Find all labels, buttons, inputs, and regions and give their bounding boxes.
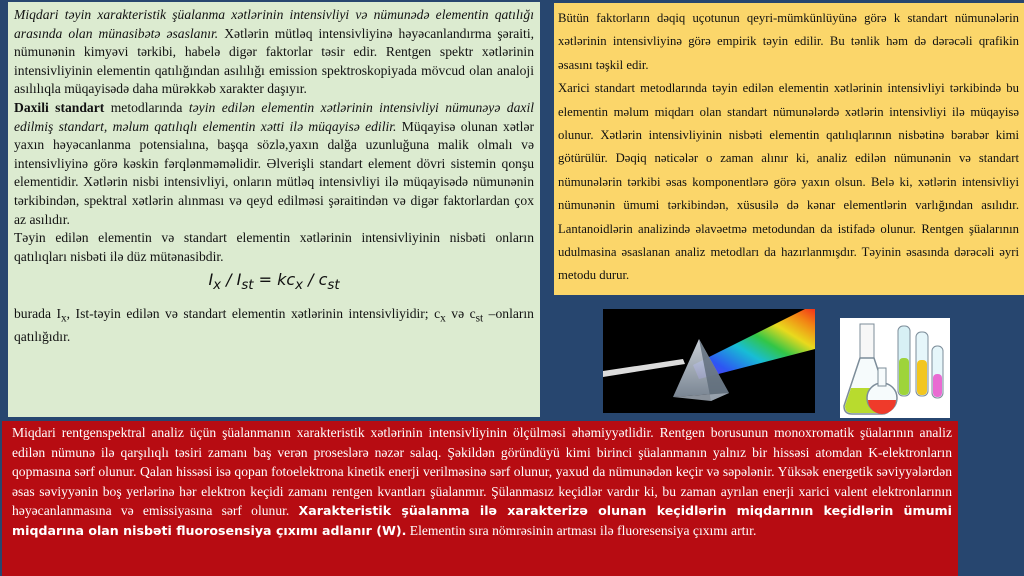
legend-b-sub: x — [440, 312, 446, 325]
formula-slash1: / — [221, 270, 237, 290]
legend-a: burada I — [14, 305, 61, 321]
left-text-panel — [8, 2, 540, 417]
internal-standard-italic: təyin edilən elementin xətlərinin intensivliyi nümunəyə daxil edilmiş standart, məlum qatılıqlı elementin xətti ilə müqayisə edilir. — [14, 99, 534, 134]
right-text-panel — [554, 3, 1024, 295]
formula-sub-st2: st — [327, 278, 340, 294]
fluorescence-yield-definition: Xarakteristik şüalanma ilə xarakterizə olunan keçidlərin miqdarının keçidlərin ümumi miqdarına olan nisbəti fluorosensiya çıxımı adlanır (W). — [12, 503, 952, 538]
legend-c-sub: st — [475, 312, 484, 325]
paragraph-ratio: Təyin edilən elementin və standart elementin xətlərinin intensivliyinin nisbəti onların qatılıqları nisbəti ilə düz mütənasibdir. — [14, 230, 534, 264]
paragraph-internal-standard — [14, 99, 534, 229]
internal-standard-term: Daxili standart — [14, 99, 105, 115]
intro-italic: Miqdari təyin xarakteristik şüalanma xətlərinin intensivliyi və nümunədə elementin qatılığı arasında olan münasibətə əsaslanır. — [14, 7, 534, 41]
paragraph-legend — [14, 305, 534, 347]
laboratory-glassware-image — [840, 318, 950, 418]
formula-sub-x1: x — [213, 278, 222, 294]
intro-text: Xətlərin mütləq intensivliyinə həyəcanlandırma şəraiti, nümunənin kimyəvi tərkibi, habelə digər faktorlar təsir edir. Rentgen spektr xətlərinin intensivliyinin elementin qatılığından asılılığı emission spektroskopiyada mövcud olan analoji asılılıqla müqayisədə daha mürəkkəb xarakter daşıyır. — [14, 25, 534, 97]
formula-slash2: / — [303, 270, 319, 290]
bottom-text-panel — [2, 421, 958, 576]
formula-equals: = — [253, 270, 278, 290]
formula-i1: I — [208, 270, 214, 290]
internal-standard-text: Müqayisə olunan xətlər yaxın həyəcanlanma potensialına, başqa sözlə,yaxın dalğa uzunluğuna malik olmalı və intensivliyinə görə kəskin fərqlənməməlidir. Əlverişli standart element dövri sistemin qonşu elementidir. Xətlərin nisbi intensivliyi, onların mütləq intensivliyi ilə müqayisədə nümunənin tərkibindən, spektral xətlərin alınması və qeyd edilməsi şəraitindən və digər faktorlardan çox az asılıdır. — [14, 118, 535, 227]
formula-c: c — [318, 270, 328, 290]
formula-kc: kc — [277, 270, 296, 290]
paragraph-empirical: Bütün faktorların dəqiq uçotunun qeyri-mümkünlüyünə görə k standart nümunələrin xətlərinin intensivliyinə görə empirik təyin edilir. Bu tənlik həm də dərəcəli qrafikin əsasını təşkil edir. — [558, 11, 1019, 72]
formula-sub-x2: x — [295, 278, 304, 294]
bottom-text: Miqdari rentgenspektral analiz üçün şüalanmanın xarakteristik xətlərinin intensivliyinin ölçülməsi əhəmiyyətlidir. Rentgen borusunun monoxromatik şüalarının analiz edilən nümunə ilə qarşılıqlı təsiri zamanı baş verən proseslərə nəzər salaq. Şəkildən göründüyü kimi birinci şüalanmanın yalnız bir hissəsi atomdan K-elektronların qopmasına sərf olunur. Qalan hissəsi isə qopan fotoelektrona kinetik enerji verilməsinə sərf olunur, yaxud da nümunədən keçir və səpələnir. Yüksək energetik səviyyələrdən əsas səviyyənin boş yerlərinə hər elektron keçidi zamanı rentgen kvantları şüalanmır. Şülanmasız keçidlər vardır ki, bu zaman ayrılan enerji xarici valent elektronlarının həyəcanlanmasına və emissiyasına sərf olunur. — [12, 425, 952, 519]
legend-a-sub: x — [61, 312, 67, 325]
paragraph-intro — [14, 6, 534, 99]
legend-d: –onların qatılığıdır. — [14, 305, 534, 344]
paragraph-external-standard: Xarici standart metodlarında təyin edilən elementin xətlərinin intensivliyi tərkibində bu elementin məlum miqdarı olan standart nümunələrdə xətlərin intensivliyi ilə müqayisə olunur. Xətlərin intensivliyinin nisbəti elementin qatılıqlarının nisbətinə bərabər kimi götürülür. Dəqiq nəticələr o zaman alınır ki, analiz edilən nümunənin və standart nümunələrin tərkibi əsas komponentlərə görə yaxın olsun. Belə ki, xətlərin intensivliyi nümunənin ümumi tərkibindən, xüsusilə də kənar elementlərin varlığından asılıdır. Lantanoidlərin analizində əlavəetmə metodundan da istifadə olunur. Rentgen şüalarının udulmasina əsaslanan analiz metodları da hazırlanmışdır. Təyinin əsasında dərəcəli əyri metodu durur. — [558, 81, 1019, 283]
bottom-text-tail: Elementin sıra nömrəsinin artması ilə fluoresensiya çıxımı artır. — [406, 522, 757, 538]
legend-b: , Ist-təyin edilən və standart elementin xətlərinin intensivliyidir; c — [66, 305, 441, 321]
prism-light-dispersion-image — [603, 309, 815, 413]
intensity-ratio-formula — [14, 270, 534, 296]
formula-i2: I — [236, 270, 242, 290]
internal-standard-mid: metodlarında — [104, 99, 189, 115]
legend-c: və c — [445, 305, 476, 321]
formula-sub-st1: st — [241, 278, 254, 294]
